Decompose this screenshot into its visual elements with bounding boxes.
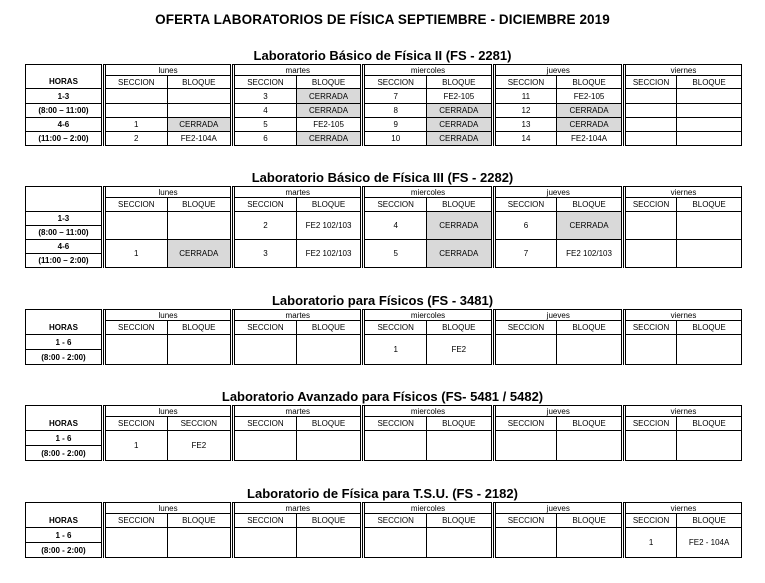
day-header: martes: [235, 406, 362, 417]
seccion-cell: [235, 335, 297, 365]
day-header: lunes: [105, 310, 231, 321]
seccion-cell: 5: [365, 240, 427, 268]
seccion-header: SECCION: [495, 76, 557, 89]
bloque-cell: [677, 240, 742, 268]
seccion-cell: 1: [105, 431, 167, 461]
bloque-cell: [296, 335, 362, 365]
seccion-cell: 14: [495, 132, 557, 146]
seccion-header: SECCION: [625, 198, 676, 212]
bloque-cell: [557, 528, 623, 558]
seccion-cell: [495, 528, 557, 558]
seccion-cell: [495, 335, 557, 365]
seccion-cell: [625, 104, 676, 118]
bloque-cell: [677, 335, 742, 365]
bloque-cell: FE2-105: [296, 118, 362, 132]
bloque-cell: CERRADA: [557, 118, 623, 132]
bloque-cell: [557, 431, 623, 461]
schedule-table: [25, 64, 742, 146]
schedule-table: [25, 405, 742, 461]
bloque-cell: [677, 132, 742, 146]
bloque-header: BLOQUE: [296, 514, 362, 528]
page-title: OFERTA LABORATORIOS DE FÍSICA SEPTIEMBRE - DICIEMBRE 2019: [155, 12, 610, 27]
seccion-cell: [625, 212, 676, 240]
bloque-cell: [677, 431, 742, 461]
day-header: viernes: [625, 187, 741, 198]
section-title: Laboratorio de Física para T.S.U. (FS - 2182): [247, 486, 518, 501]
bloque-cell: CERRADA: [167, 118, 232, 132]
seccion-cell: [365, 431, 427, 461]
section-title: Laboratorio Avanzado para Físicos (FS- 5481 / 5482): [221, 389, 544, 404]
seccion-header: SECCION: [235, 76, 297, 89]
day-header: viernes: [625, 503, 741, 514]
bloque-header: BLOQUE: [677, 76, 742, 89]
bloque-cell: [677, 212, 742, 240]
bloque-header: BLOQUE: [557, 198, 623, 212]
seccion-cell: 1: [365, 335, 427, 365]
bloque-cell: [167, 528, 232, 558]
seccion-cell: 3: [235, 240, 297, 268]
day-header: jueves: [495, 310, 622, 321]
seccion-header: SECCION: [105, 417, 167, 431]
bloque-header: BLOQUE: [557, 76, 623, 89]
bloque-cell: [677, 118, 742, 132]
day-header: lunes: [105, 187, 231, 198]
seccion-cell: 7: [365, 89, 427, 104]
bloque-cell: FE2-104A: [167, 132, 232, 146]
seccion-header: SECCION: [365, 198, 427, 212]
bloque-cell: CERRADA: [426, 240, 492, 268]
seccion-cell: 1: [105, 240, 167, 268]
bloque-cell: FE2-105: [426, 89, 492, 104]
day-header: miercoles: [365, 310, 492, 321]
day-header: jueves: [495, 65, 622, 76]
seccion-header: SECCION: [105, 76, 167, 89]
bloque-header: BLOQUE: [557, 514, 623, 528]
horas-header: HORAS: [26, 417, 103, 431]
seccion-cell: 8: [365, 104, 427, 118]
seccion-cell: [625, 431, 676, 461]
seccion-cell: 10: [365, 132, 427, 146]
day-header: jueves: [495, 187, 622, 198]
bloque-cell: [167, 335, 232, 365]
horas-header: HORAS: [26, 76, 103, 89]
hora-cell: (8:00 – 11:00): [26, 104, 103, 118]
seccion-cell: [105, 335, 167, 365]
bloque-header: BLOQUE: [557, 321, 623, 335]
seccion-cell: [105, 212, 167, 240]
bloque-header: BLOQUE: [167, 76, 232, 89]
seccion-header: SECCION: [235, 417, 297, 431]
seccion-cell: [625, 89, 676, 104]
seccion-cell: [625, 132, 676, 146]
section-title: Laboratorio Básico de Física II (FS - 2281): [253, 48, 512, 63]
seccion-cell: [105, 89, 167, 104]
bloque-cell: CERRADA: [296, 132, 362, 146]
day-header: miercoles: [365, 406, 492, 417]
bloque-cell: [426, 528, 492, 558]
seccion-header: SECCION: [235, 514, 297, 528]
hora-cell: 1-3: [26, 212, 103, 226]
seccion-header: SECCION: [235, 198, 297, 212]
seccion-cell: 6: [495, 212, 557, 240]
seccion-cell: 6: [235, 132, 297, 146]
bloque-cell: [677, 89, 742, 104]
bloque-cell: [167, 89, 232, 104]
hora-cell: 1-3: [26, 89, 103, 104]
hora-range-cell: (8:00 – 11:00): [26, 226, 103, 240]
day-header: martes: [235, 503, 362, 514]
seccion-header: SECCION: [365, 514, 427, 528]
bloque-header: BLOQUE: [167, 321, 232, 335]
bloque-cell: CERRADA: [557, 212, 623, 240]
day-header: miercoles: [365, 503, 492, 514]
bloque-cell: [167, 212, 232, 240]
seccion-header: SECCION: [495, 321, 557, 335]
bloque-header: BLOQUE: [677, 321, 742, 335]
seccion-cell: 2: [105, 132, 167, 146]
seccion-header: SECCION: [105, 321, 167, 335]
seccion-cell: [625, 118, 676, 132]
seccion-cell: 4: [365, 212, 427, 240]
seccion-cell: 3: [235, 89, 297, 104]
bloque-cell: FE2 - 104A: [677, 528, 742, 558]
bloque-header: BLOQUE: [677, 417, 742, 431]
seccion-header: SECCION: [365, 76, 427, 89]
schedule-table: [25, 502, 742, 558]
seccion-header: SECCION: [495, 514, 557, 528]
bloque-header: BLOQUE: [296, 417, 362, 431]
seccion-cell: [235, 528, 297, 558]
day-header: martes: [235, 187, 362, 198]
hora-cell: 1 - 6: [26, 431, 103, 446]
hora-range-cell: (8:00 - 2:00): [26, 446, 103, 461]
bloque-header: BLOQUE: [296, 76, 362, 89]
bloque-header: BLOQUE: [167, 198, 232, 212]
seccion-cell: [495, 431, 557, 461]
seccion-cell: 4: [235, 104, 297, 118]
hora-range-cell: (11:00 – 2:00): [26, 254, 103, 268]
seccion-cell: 1: [105, 118, 167, 132]
seccion-header: SECCION: [365, 417, 427, 431]
bloque-header: BLOQUE: [426, 514, 492, 528]
seccion-header: SECCION: [625, 321, 676, 335]
day-header: miercoles: [365, 65, 492, 76]
bloque-header: BLOQUE: [557, 417, 623, 431]
seccion-cell: 11: [495, 89, 557, 104]
seccion-header: SECCION: [365, 321, 427, 335]
hora-range-cell: (8:00 - 2:00): [26, 350, 103, 365]
seccion-cell: 13: [495, 118, 557, 132]
bloque-cell: [296, 431, 362, 461]
seccion-header: SECCION: [495, 198, 557, 212]
seccion-cell: 9: [365, 118, 427, 132]
bloque-header: BLOQUE: [426, 417, 492, 431]
bloque-cell: FE2 102/103: [296, 212, 362, 240]
bloque-cell: FE2-104A: [557, 132, 623, 146]
bloque-cell: [167, 104, 232, 118]
seccion-cell: [105, 528, 167, 558]
seccion-cell: [235, 431, 297, 461]
day-header: miercoles: [365, 187, 492, 198]
day-header: viernes: [625, 65, 741, 76]
seccion-header: SECCION: [625, 514, 676, 528]
bloque-header: BLOQUE: [426, 321, 492, 335]
seccion-cell: 5: [235, 118, 297, 132]
section-title: Laboratorio para Físicos (FS - 3481): [271, 293, 494, 308]
day-header: lunes: [105, 65, 231, 76]
bloque-cell: CERRADA: [557, 104, 623, 118]
section-title: Laboratorio Básico de Física III (FS - 2282): [251, 170, 514, 185]
bloque-header: BLOQUE: [677, 198, 742, 212]
seccion-header: SECCION: [625, 76, 676, 89]
hora-cell: 4-6: [26, 118, 103, 132]
hora-cell: 1 - 6: [26, 528, 103, 543]
bloque-cell: FE2-105: [557, 89, 623, 104]
bloque-cell: CERRADA: [426, 104, 492, 118]
bloque-cell: CERRADA: [426, 132, 492, 146]
day-header: viernes: [625, 310, 741, 321]
hora-range-cell: (8:00 - 2:00): [26, 543, 103, 558]
hora-cell: 1 - 6: [26, 335, 103, 350]
horas-header: HORAS: [26, 321, 103, 335]
bloque-cell: CERRADA: [296, 104, 362, 118]
schedule-table: [25, 186, 742, 268]
day-header: jueves: [495, 406, 622, 417]
seccion-cell: 1: [625, 528, 676, 558]
horas-header: HORAS: [26, 514, 103, 528]
bloque-cell: [296, 528, 362, 558]
bloque-cell: FE2 102/103: [557, 240, 623, 268]
seccion-cell: 12: [495, 104, 557, 118]
seccion-header: SECCION: [625, 417, 676, 431]
seccion-cell: 7: [495, 240, 557, 268]
seccion-header: SECCION: [495, 417, 557, 431]
bloque-cell: CERRADA: [426, 118, 492, 132]
bloque-cell: FE2: [426, 335, 492, 365]
bloque-header: SECCION: [167, 417, 232, 431]
bloque-cell: [426, 431, 492, 461]
day-header: martes: [235, 310, 362, 321]
seccion-cell: [365, 528, 427, 558]
seccion-header: SECCION: [105, 514, 167, 528]
bloque-cell: CERRADA: [167, 240, 232, 268]
bloque-header: BLOQUE: [426, 76, 492, 89]
day-header: viernes: [625, 406, 741, 417]
bloque-cell: FE2: [167, 431, 232, 461]
seccion-header: SECCION: [105, 198, 167, 212]
horas-header: [26, 198, 103, 212]
bloque-header: BLOQUE: [296, 198, 362, 212]
hora-cell: (11:00 – 2:00): [26, 132, 103, 146]
day-header: lunes: [105, 503, 231, 514]
seccion-cell: [105, 104, 167, 118]
bloque-cell: FE2 102/103: [296, 240, 362, 268]
bloque-header: BLOQUE: [296, 321, 362, 335]
bloque-header: BLOQUE: [426, 198, 492, 212]
day-header: martes: [235, 65, 362, 76]
seccion-cell: [625, 240, 676, 268]
seccion-header: SECCION: [235, 321, 297, 335]
seccion-cell: [625, 335, 676, 365]
bloque-cell: [557, 335, 623, 365]
bloque-cell: CERRADA: [296, 89, 362, 104]
schedule-table: [25, 309, 742, 365]
bloque-header: BLOQUE: [677, 514, 742, 528]
day-header: lunes: [105, 406, 231, 417]
day-header: jueves: [495, 503, 622, 514]
hora-cell: 4-6: [26, 240, 103, 254]
bloque-cell: CERRADA: [426, 212, 492, 240]
seccion-cell: 2: [235, 212, 297, 240]
bloque-header: BLOQUE: [167, 514, 232, 528]
bloque-cell: [677, 104, 742, 118]
